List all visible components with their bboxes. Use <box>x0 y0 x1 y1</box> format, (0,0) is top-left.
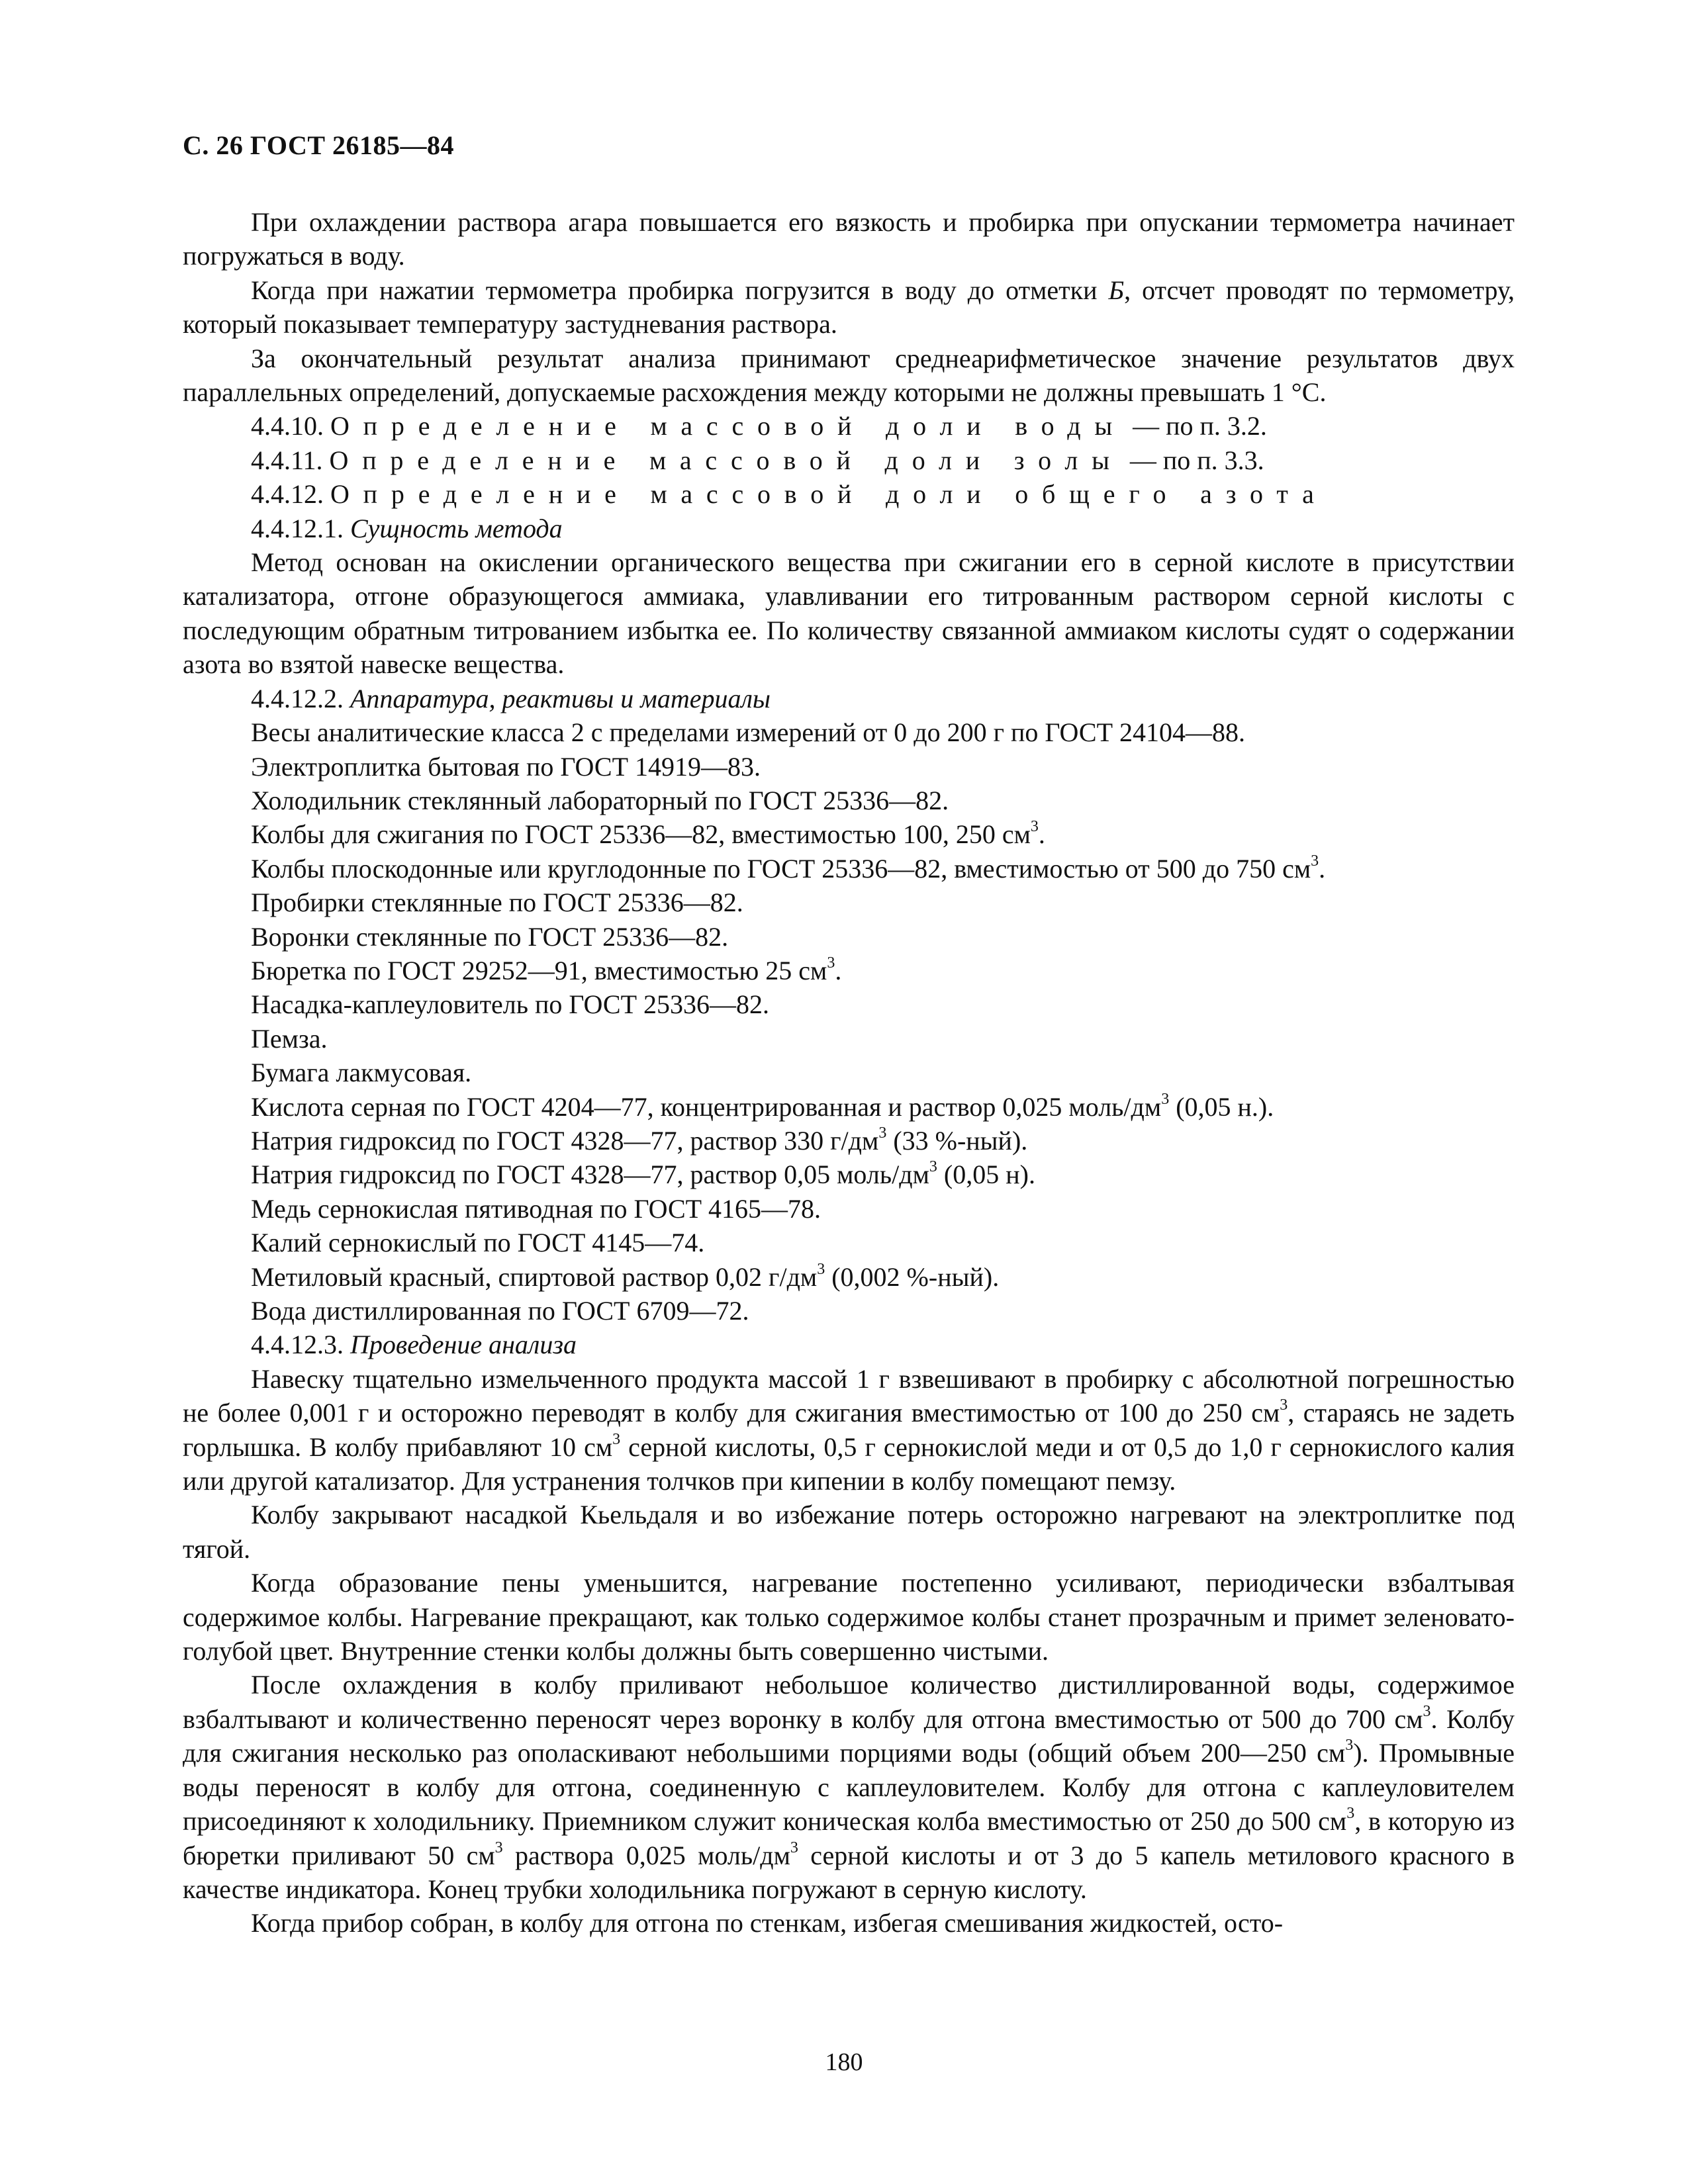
section-title: Определение массовой доли общего азота <box>330 479 1328 510</box>
equipment-item: Бумага лакмусовая. <box>251 1058 472 1088</box>
section-title: Определение массовой доли воды <box>330 411 1127 441</box>
section-title: Определение массовой доли золы <box>329 445 1123 475</box>
procedure-paragraph: Когда образование пены уменьшится, нагревание постепенно усиливают, периодически взбалтывая содержимое колбы. Нагревание прекращают, как только содержимое колбы станет прозрачным и примет зеленовато-голубой цвет. Внутренние стенки колбы должны быть совершенно чистыми. <box>183 1568 1515 1666</box>
subsection-title: Аппаратура, реактивы и материалы <box>350 683 771 713</box>
equipment-item: Весы аналитические класса 2 с пределами измерений от 0 до 200 г по ГОСТ 24104—88. <box>251 717 1246 748</box>
section-4-4-12-3: 4.4.12.3. Проведение анализа <box>251 1330 577 1360</box>
procedure-paragraph: После охлаждения в колбу приливают небольшое количество дистиллированной воды, содержимое взбалтывают и количественно переносят через воронку в колбу для отгона вместимостью от 500 до 700 $см^3$. Колбу для сжигания несколько раз ополаскивают небольшими порциями воды (общий объем 200—250 $см^3$). Промывные воды переносят в колбу для отгона, соединенную с каплеуловителем. Колбу для отгона с каплеуловителем присоединяют к холодильнику. Приемником служит коническая колба вместимостью от 250 до 500 $см^3$, в которую из бюретки приливают 50 $см^3$ раствора 0,025 моль/$дм^3$ серной кислоты и от 3 до 5 капель метилового красного в качестве индикатора. Конец трубки холодильника погружают в серную кислоту. <box>183 1670 1515 1904</box>
equipment-item: Бюретка по ГОСТ 29252—91, вместимостью 25 $см^3$. <box>251 954 842 985</box>
equipment-item: Электроплитка бытовая по ГОСТ 14919—83. <box>251 751 761 782</box>
procedure-paragraph: Когда прибор собран, в колбу для отгона по стенкам, избегая смешивания жидкостей, осто- <box>251 1908 1284 1938</box>
page-number: 180 <box>825 2048 863 2076</box>
subsection-title: Проведение анализа <box>350 1330 577 1360</box>
subsection-title: Сущность метода <box>350 513 563 543</box>
section-4-4-12-2: 4.4.12.2. Аппаратура, реактивы и материалы <box>251 683 771 713</box>
equipment-item: Колбы для сжигания по ГОСТ 25336—82, вместимостью 100, 250 $см^3$. <box>251 818 1045 850</box>
equipment-item: Холодильник стеклянный лабораторный по ГОСТ 25336—82. <box>251 785 949 815</box>
procedure-paragraph: Колбу закрывают насадкой Кьельдаля и во избежание потерь осторожно нагревают на электроплитке под тягой. <box>183 1500 1515 1564</box>
method-paragraph: Метод основан на окислении органического вещества при сжигании его в серной кислоте в присутствии катализатора, отгоне образующегося аммиака, улавливании его титрованным раствором серной кислоты с последующим обратным титрованием избытка ее. По количеству связанной аммиаком кислоты судят о содержании азота во взятой навеске вещества. <box>183 547 1515 680</box>
intro-paragraph: За окончательный результат анализа принимают среднеарифметическое значение результатов двух параллельных определений, допускаемые расхождения между которыми не должны превышать 1 °С. <box>183 343 1515 408</box>
page-body <box>183 205 1515 1940</box>
intro-paragraph: При охлаждении раствора агара повышается его вязкость и пробирка при опускании термометра начинает погружаться в воду. <box>183 207 1515 271</box>
equipment-item: Метиловый красный, спиртовой раствор 0,02 $г/дм^3$ (0,002 %-ный). <box>251 1260 1000 1292</box>
section-4-4-12: 4.4.12. Определение массовой доли общего азота <box>251 479 1328 510</box>
equipment-item: Калий сернокислый по ГОСТ 4145—74. <box>251 1228 705 1258</box>
mark-label: Б <box>1108 275 1125 305</box>
section-4-4-10: 4.4.10. Определение массовой доли воды — по п. 3.2. <box>251 411 1267 441</box>
procedure-paragraph: Навеску тщательно измельченного продукта массой 1 г взвешивают в пробирку с абсолютной погрешностью не более 0,001 г и осторожно переводят в колбу для сжигания вместимостью от 100 до 250 $см^3$, стараясь не задеть горлышка. В колбу прибавляют 10 $см^3$ серной кислоты, 0,5 г сернокислой меди и от 0,5 до 1,0 г сернокислого калия или другой катализатор. Для устранения толчков при кипении в колбу помещают пемзу. <box>183 1363 1515 1496</box>
equipment-item: Вода дистиллированная по ГОСТ 6709—72. <box>251 1296 749 1326</box>
section-4-4-11: 4.4.11. Определение массовой доли золы — по п. 3.3. <box>251 445 1264 475</box>
equipment-item: Пробирки стеклянные по ГОСТ 25336—82. <box>251 887 743 918</box>
equipment-item: Колбы плоскодонные или круглодонные по ГОСТ 25336—82, вместимостью от 500 до 750 $см^3$. <box>251 852 1326 884</box>
equipment-item: Натрия гидроксид по ГОСТ 4328—77, раствор 0,05 моль/$дм^3$ (0,05 н). <box>251 1158 1035 1190</box>
equipment-item: Натрия гидроксид по ГОСТ 4328—77, раствор 330 $г/дм^3$ (33 %-ный). <box>251 1124 1028 1156</box>
intro-paragraph: Когда при нажатии термометра пробирка погрузится в воду до отметки Б, отсчет проводят по термометру, который показывает температуру застудневания раствора. <box>183 275 1515 340</box>
section-4-4-12-1: 4.4.12.1. Сущность метода <box>251 513 563 543</box>
page-header: С. 26 ГОСТ 26185—84 <box>183 130 455 160</box>
equipment-item: Пемза. <box>251 1023 328 1054</box>
equipment-item: Медь сернокислая пятиводная по ГОСТ 4165—78. <box>251 1193 821 1224</box>
equipment-item: Кислота серная по ГОСТ 4204—77, концентрированная и раствор 0,025 моль/$дм^3$ (0,05 н.). <box>251 1090 1274 1122</box>
equipment-item: Воронки стеклянные по ГОСТ 25336—82. <box>251 921 729 952</box>
equipment-item: Насадка-каплеуловитель по ГОСТ 25336—82. <box>251 989 770 1020</box>
